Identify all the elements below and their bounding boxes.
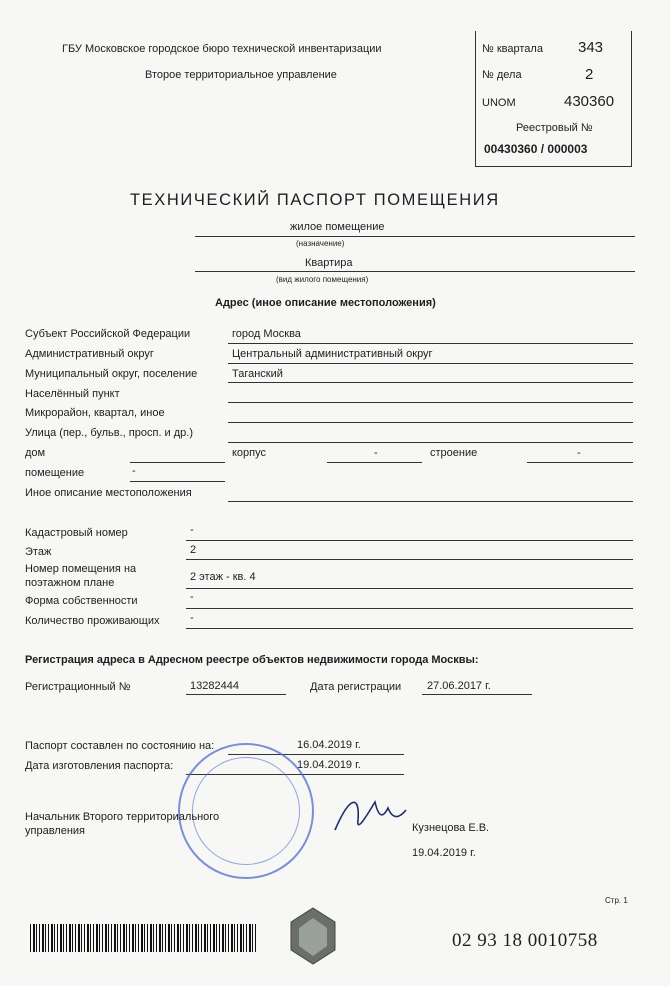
hologram-emblem <box>287 906 339 966</box>
sign-date: 19.04.2019 г. <box>412 847 476 859</box>
document-title: ТЕХНИЧЕСКИЙ ПАСПОРТ ПОМЕЩЕНИЯ <box>130 191 500 209</box>
residents-label: Количество проживающих <box>25 615 160 627</box>
registration-heading: Регистрация адреса в Адресном реестре объектов недвижимости города Москвы: <box>25 654 479 666</box>
state-label: Паспорт составлен по состоянию на: <box>25 740 215 752</box>
signer-name: Кузнецова Е.В. <box>412 822 490 834</box>
quarter-label: № квартала <box>482 43 543 55</box>
state-value: 16.04.2019 г. <box>297 739 361 751</box>
municipal-label: Муниципальный округ, поселение <box>25 368 198 380</box>
case-label: № дела <box>482 69 522 81</box>
street-label: Улица (пер., бульв., просп. и др.) <box>25 427 194 439</box>
reg-date-value: 27.06.2017 г. <box>427 680 491 692</box>
settlement-label: Населённый пункт <box>25 388 120 400</box>
barcode <box>30 924 257 952</box>
serial-number: 02 93 18 0010758 <box>452 930 598 951</box>
number-label-1: Номер помещения на <box>25 563 137 575</box>
registry-label: Реестровый № <box>516 122 593 134</box>
made-label: Дата изготовления паспорта: <box>25 760 174 772</box>
cadastral-value: - <box>190 524 194 536</box>
municipal-value: Таганский <box>232 368 283 380</box>
cadastral-label: Кадастровый номер <box>25 527 128 539</box>
reg-number-value: 13282444 <box>190 680 239 692</box>
unom-label: UNOM <box>482 97 516 109</box>
microdistrict-label: Микрорайон, квартал, иное <box>25 407 165 419</box>
district-label: Административный округ <box>25 348 154 360</box>
purpose-caption: (назначение) <box>296 239 345 248</box>
chief-label-1: Начальник Второго территориального <box>25 811 220 823</box>
quarter-value: 343 <box>578 39 604 56</box>
signature <box>330 790 410 840</box>
org-name: ГБУ Московское городское бюро технической инвентаризации <box>62 43 382 55</box>
korpus-value: - <box>374 447 378 459</box>
house-label: дом <box>25 447 46 459</box>
number-value: 2 этаж - кв. 4 <box>190 571 256 583</box>
subject-value: город Москва <box>232 328 301 340</box>
district-value: Центральный административный округ <box>232 348 433 360</box>
room-label: помещение <box>25 467 85 479</box>
number-label-2: поэтажном плане <box>25 577 115 589</box>
chief-label-2: управления <box>25 825 85 837</box>
premise-type-value: Квартира <box>305 257 353 269</box>
building-value: - <box>577 447 581 459</box>
purpose-value: жилое помещение <box>290 221 385 233</box>
made-value: 19.04.2019 г. <box>297 759 361 771</box>
premise-type-caption: (вид жилого помещения) <box>276 275 369 284</box>
page-number: Стр. 1 <box>605 896 628 905</box>
room-value: - <box>132 465 136 477</box>
floor-value: 2 <box>190 544 197 556</box>
residents-value: - <box>190 612 194 624</box>
case-value: 2 <box>585 66 594 83</box>
division-name: Второе территориальное управление <box>145 69 337 81</box>
building-label: строение <box>430 447 478 459</box>
reg-number-label: Регистрационный № <box>25 681 131 693</box>
reg-date-label: Дата регистрации <box>310 681 402 693</box>
address-heading: Адрес (иное описание местоположения) <box>215 297 436 309</box>
ownership-value: - <box>190 591 194 603</box>
ownership-label: Форма собственности <box>25 595 138 607</box>
subject-label: Субъект Российской Федерации <box>25 328 191 340</box>
unom-value: 430360 <box>564 93 615 110</box>
floor-label: Этаж <box>25 546 52 558</box>
korpus-label: корпус <box>232 447 267 459</box>
registry-value: 00430360 / 000003 <box>484 142 588 156</box>
other-label: Иное описание местоположения <box>25 487 192 499</box>
